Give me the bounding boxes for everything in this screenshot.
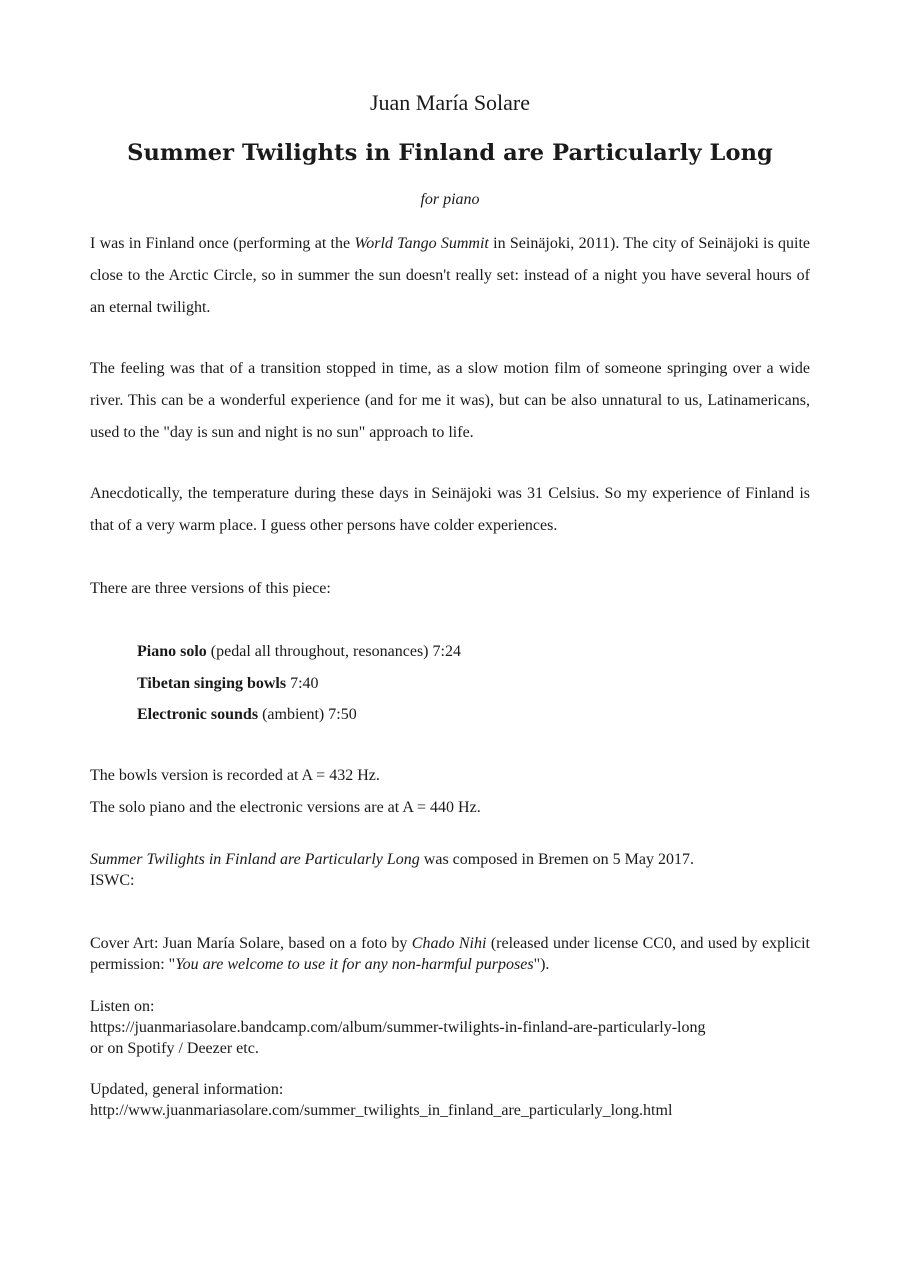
version-detail: (pedal all throughout, resonances) 7:24	[206, 643, 461, 660]
photographer-name: Chado Nihi	[411, 935, 487, 952]
version-name: Electronic sounds	[137, 706, 259, 723]
permission-quote: You are welcome to use it for any non-harmful purposes	[175, 956, 534, 973]
feeling-paragraph	[90, 353, 810, 449]
versions-intro	[90, 573, 810, 605]
cover-text-end: ").	[533, 956, 550, 973]
anecdote-text: Anecdotically, the temperature during these days in Seinäjoki was 31 Celsius. So my experience of Finland is that of a very warm place. I guess other persons have colder experiences.	[90, 485, 810, 534]
list-item	[137, 699, 461, 731]
bandcamp-link[interactable]: https://juanmariasolare.bandcamp.com/album/summer-twilights-in-finland-are-particularly-long	[90, 1019, 706, 1036]
listen-label: Listen on:	[90, 998, 155, 1015]
version-name: Tibetan singing bowls	[137, 674, 287, 692]
iswc-label: ISWC:	[90, 872, 135, 889]
composed-text: was composed in Bremen on 5 May 2017.	[419, 851, 694, 868]
composer-name: Juan María Solare	[369, 90, 531, 115]
info-link[interactable]: http://www.juanmariasolare.com/summer_twilights_in_finland_are_particularly_long.html	[90, 1102, 673, 1119]
piece-title: Summer Twilights in Finland are Particularly Long	[127, 140, 773, 166]
instrumentation: for piano	[420, 191, 480, 208]
listen-other: or on Spotify / Deezer etc.	[90, 1040, 259, 1057]
versions-list	[137, 636, 461, 731]
tuning-info	[90, 760, 810, 824]
composed-title: Summer Twilights in Finland are Particularly Long	[90, 851, 420, 868]
updated-info-section	[90, 1079, 810, 1121]
updated-label: Updated, general information:	[90, 1081, 284, 1098]
cover-text-start: Cover Art: Juan María Solare, based on a foto by	[90, 935, 412, 952]
cover-art-credit	[90, 933, 810, 975]
version-detail: (ambient) 7:50	[258, 706, 357, 723]
versions-intro-text: There are three versions of this piece:	[90, 580, 331, 597]
event-name: World Tango Summit	[354, 235, 489, 252]
composition-info	[90, 849, 810, 891]
intro-text-end: in Seinäjoki, 2011). The city of Seinäjoki is quite close to the Arctic Circle, so in summer the sun doesn't really set: instead of a night you have several hours of an eternal twilight.	[90, 235, 810, 316]
feeling-text: The feeling was that of a transition stopped in time, as a slow motion film of someone springing over a wide river. This can be a wonderful experience (and for me it was), but can be also unnatural to us, Latinamericans, used to the "day is sun and night is no sun" approach to life.	[90, 360, 810, 441]
tuning-others: The solo piano and the electronic versions are at A = 440 Hz.	[90, 799, 481, 816]
version-name: Piano solo	[137, 643, 207, 660]
list-item	[137, 636, 461, 668]
tuning-bowls: The bowls version is recorded at A = 432 Hz.	[90, 767, 380, 784]
intro-paragraph	[90, 228, 810, 324]
list-item	[137, 668, 461, 700]
anecdote-paragraph	[90, 478, 810, 542]
cover-text-middle: (released under license CC0, and used by explicit permission: "	[90, 935, 810, 973]
intro-text-start: I was in Finland once (performing at the	[90, 235, 355, 252]
listen-section	[90, 996, 810, 1059]
version-detail: 7:40	[286, 674, 319, 692]
